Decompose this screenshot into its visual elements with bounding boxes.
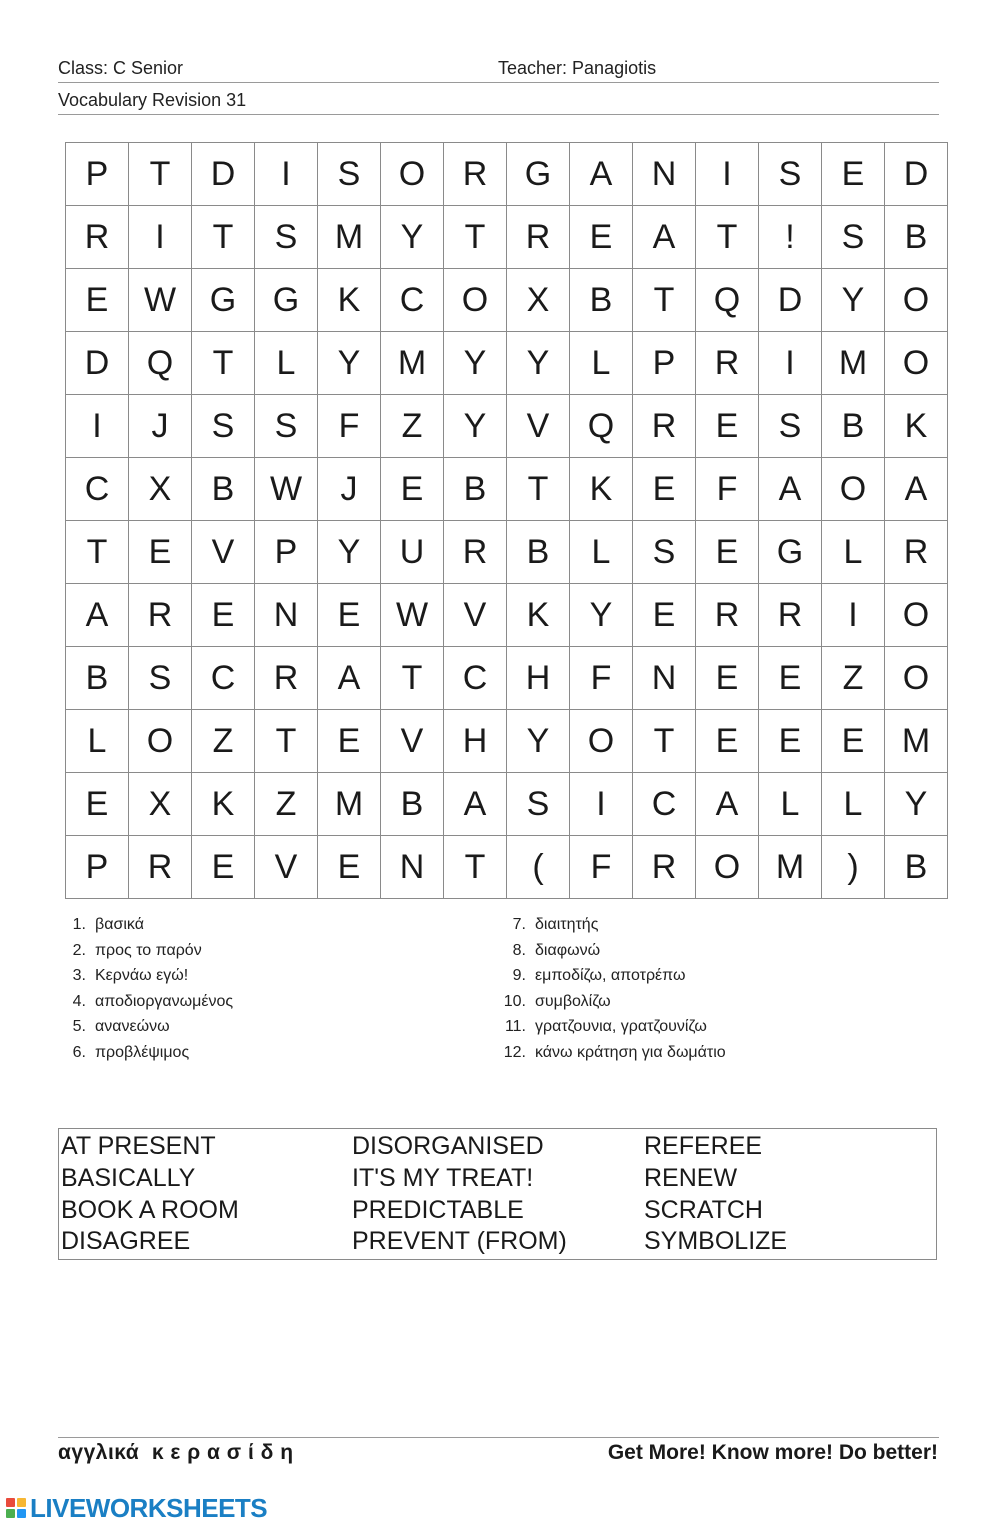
grid-cell[interactable]: A: [696, 773, 759, 836]
grid-cell[interactable]: O: [885, 584, 948, 647]
worksheet-title: Vocabulary Revision 31: [58, 90, 247, 110]
grid-cell[interactable]: M: [318, 773, 381, 836]
grid-cell[interactable]: E: [822, 710, 885, 773]
grid-cell[interactable]: M: [318, 206, 381, 269]
grid-cell[interactable]: O: [885, 332, 948, 395]
word-bank-column-1: [61, 1131, 239, 1258]
grid-cell[interactable]: P: [633, 332, 696, 395]
grid-cell[interactable]: S: [129, 647, 192, 710]
grid-cell[interactable]: E: [381, 458, 444, 521]
header-divider: [58, 82, 939, 83]
grid-cell[interactable]: ): [822, 836, 885, 899]
grid-cell[interactable]: S: [822, 206, 885, 269]
grid-cell[interactable]: C: [444, 647, 507, 710]
word-bank-item: REFEREE: [644, 1132, 763, 1160]
clue-number: 10.: [503, 992, 526, 1010]
grid-cell[interactable]: V: [192, 521, 255, 584]
logo-block: [6, 1498, 15, 1507]
grid-cell[interactable]: Z: [255, 773, 318, 836]
grid-cell[interactable]: E: [318, 836, 381, 899]
grid-cell[interactable]: O: [885, 269, 948, 332]
clue-number: 1.: [72, 916, 86, 933]
grid-cell[interactable]: Y: [570, 584, 633, 647]
grid-cell[interactable]: H: [507, 647, 570, 710]
grid-cell[interactable]: O: [696, 836, 759, 899]
grid-cell[interactable]: X: [507, 269, 570, 332]
grid-cell[interactable]: Q: [570, 395, 633, 458]
clue-text: γρατζουνια, γρατζουνίζω: [535, 1018, 707, 1036]
grid-cell[interactable]: Q: [696, 269, 759, 332]
clue-text: προβλέψιμος: [95, 1043, 190, 1061]
grid-cell[interactable]: E: [318, 710, 381, 773]
grid-row: [66, 521, 948, 584]
grid-cell[interactable]: T: [192, 332, 255, 395]
word-bank-item: PREDICTABLE: [352, 1195, 524, 1224]
grid-cell[interactable]: B: [885, 206, 948, 269]
grid-cell[interactable]: E: [696, 521, 759, 584]
grid-cell[interactable]: R: [759, 584, 822, 647]
grid-cell[interactable]: T: [381, 647, 444, 710]
grid-cell[interactable]: E: [696, 647, 759, 710]
grid-cell[interactable]: R: [255, 647, 318, 710]
grid-cell[interactable]: B: [822, 395, 885, 458]
clue-item: [58, 989, 478, 1015]
grid-cell[interactable]: O: [381, 143, 444, 206]
grid-cell[interactable]: I: [696, 143, 759, 206]
grid-cell[interactable]: (: [507, 836, 570, 899]
word-bank-item: RENEW: [644, 1163, 738, 1192]
liveworksheets-logo[interactable]: [6, 1493, 267, 1523]
grid-row: [66, 395, 948, 458]
grid-cell[interactable]: S: [759, 143, 822, 206]
grid-cell[interactable]: D: [66, 332, 129, 395]
grid-cell[interactable]: K: [192, 773, 255, 836]
grid-cell[interactable]: L: [822, 521, 885, 584]
clue-list-right: [498, 912, 918, 1066]
grid-cell[interactable]: L: [759, 773, 822, 836]
grid-cell[interactable]: D: [759, 269, 822, 332]
grid-cell[interactable]: I: [129, 206, 192, 269]
grid-cell[interactable]: Y: [444, 332, 507, 395]
grid-cell[interactable]: M: [759, 836, 822, 899]
grid-row: [66, 458, 948, 521]
grid-cell[interactable]: B: [381, 773, 444, 836]
clue-item: [498, 938, 918, 964]
logo-block: [6, 1509, 15, 1518]
grid-cell[interactable]: U: [381, 521, 444, 584]
grid-cell[interactable]: E: [759, 647, 822, 710]
grid-cell[interactable]: I: [759, 332, 822, 395]
grid-cell[interactable]: M: [381, 332, 444, 395]
word-bank-item: SYMBOLIZE: [644, 1227, 788, 1256]
grid-cell[interactable]: T: [444, 206, 507, 269]
grid-cell[interactable]: V: [255, 836, 318, 899]
grid-cell[interactable]: T: [507, 458, 570, 521]
title-divider: [58, 114, 939, 115]
grid-cell[interactable]: W: [129, 269, 192, 332]
grid-cell[interactable]: !: [759, 206, 822, 269]
grid-cell[interactable]: A: [570, 143, 633, 206]
clue-number: 7.: [512, 916, 526, 933]
grid-cell[interactable]: J: [318, 458, 381, 521]
clue-text: εμποδίζω, αποτρέπω: [535, 967, 686, 985]
word-bank-item: PREVENT (FROM): [352, 1227, 567, 1256]
grid-cell[interactable]: T: [66, 521, 129, 584]
grid-cell[interactable]: T: [192, 206, 255, 269]
grid-cell[interactable]: R: [129, 584, 192, 647]
clue-number: 3.: [72, 967, 86, 985]
grid-cell[interactable]: E: [318, 584, 381, 647]
grid-cell[interactable]: R: [444, 521, 507, 584]
grid-cell[interactable]: E: [66, 269, 129, 332]
grid-cell[interactable]: Y: [444, 395, 507, 458]
grid-row: [66, 710, 948, 773]
grid-cell[interactable]: R: [444, 143, 507, 206]
clue-item: [58, 1014, 478, 1040]
grid-cell[interactable]: X: [129, 773, 192, 836]
grid-cell[interactable]: M: [885, 710, 948, 773]
word-bank-item: SCRATCH: [644, 1195, 763, 1224]
grid-cell[interactable]: O: [444, 269, 507, 332]
word-bank-item: DISAGREE: [61, 1227, 191, 1256]
grid-cell[interactable]: W: [255, 458, 318, 521]
grid-cell[interactable]: A: [444, 773, 507, 836]
grid-cell[interactable]: L: [66, 710, 129, 773]
grid-cell[interactable]: K: [318, 269, 381, 332]
brand-name: LIVEWORKSHEETS: [30, 1492, 268, 1523]
clue-text: ανανεώνω: [95, 1018, 170, 1036]
grid-row: [66, 584, 948, 647]
grid-cell[interactable]: Y: [507, 332, 570, 395]
grid-cell[interactable]: V: [507, 395, 570, 458]
word-bank-column-3: [644, 1131, 787, 1258]
grid-cell[interactable]: E: [192, 836, 255, 899]
class-label: Class: C Senior: [58, 58, 184, 78]
grid-cell[interactable]: Y: [318, 521, 381, 584]
grid-cell[interactable]: S: [192, 395, 255, 458]
grid-cell[interactable]: S: [255, 395, 318, 458]
grid-cell[interactable]: W: [381, 584, 444, 647]
clue-text: συμβολίζω: [535, 992, 611, 1010]
grid-cell[interactable]: E: [759, 710, 822, 773]
clue-item: [498, 912, 918, 938]
word-bank-item: BASICALLY: [61, 1163, 196, 1192]
grid-cell[interactable]: R: [696, 332, 759, 395]
word-bank-item: IT'S MY TREAT!: [352, 1163, 534, 1192]
footer-author: αγγλικά κ ε ρ α σ ί δ η: [58, 1441, 294, 1464]
grid-cell[interactable]: I: [570, 773, 633, 836]
grid-cell[interactable]: V: [381, 710, 444, 773]
grid-cell[interactable]: L: [255, 332, 318, 395]
word-bank-column-2: [352, 1131, 567, 1258]
grid-cell[interactable]: N: [633, 143, 696, 206]
clue-text: Κερνάω εγώ!: [95, 967, 189, 985]
grid-cell[interactable]: R: [696, 584, 759, 647]
clue-number: 8.: [512, 941, 526, 959]
grid-cell[interactable]: Z: [381, 395, 444, 458]
grid-cell[interactable]: G: [255, 269, 318, 332]
grid-cell[interactable]: C: [633, 773, 696, 836]
grid-cell[interactable]: S: [255, 206, 318, 269]
grid-cell[interactable]: R: [885, 521, 948, 584]
grid-cell[interactable]: P: [255, 521, 318, 584]
grid-cell[interactable]: T: [633, 269, 696, 332]
grid-cell[interactable]: E: [570, 206, 633, 269]
grid-cell[interactable]: A: [759, 458, 822, 521]
clue-list-left: [58, 912, 478, 1066]
clue-text: προς το παρόν: [95, 941, 202, 959]
clue-text: διαιτητής: [535, 916, 599, 933]
grid-cell[interactable]: C: [192, 647, 255, 710]
grid-cell[interactable]: E: [696, 395, 759, 458]
clue-item: [58, 912, 478, 938]
grid-cell[interactable]: Y: [318, 332, 381, 395]
grid-cell[interactable]: G: [759, 521, 822, 584]
grid-row: [66, 269, 948, 332]
clue-text: αποδιοργανωμένος: [95, 992, 234, 1010]
clue-number: 9.: [512, 967, 526, 985]
grid-cell[interactable]: B: [444, 458, 507, 521]
clue-item: [498, 1040, 918, 1066]
grid-cell[interactable]: R: [66, 206, 129, 269]
grid-cell[interactable]: R: [129, 836, 192, 899]
clue-text: κάνω κράτηση για δωμάτιο: [535, 1043, 726, 1061]
grid-cell[interactable]: A: [633, 206, 696, 269]
grid-cell[interactable]: H: [444, 710, 507, 773]
word-bank: [58, 1128, 937, 1260]
clue-number: 12.: [503, 1043, 526, 1061]
grid-cell[interactable]: M: [822, 332, 885, 395]
grid-cell[interactable]: Q: [129, 332, 192, 395]
logo-block: [17, 1498, 26, 1507]
grid-cell[interactable]: R: [633, 395, 696, 458]
grid-cell[interactable]: E: [696, 710, 759, 773]
grid-cell[interactable]: Y: [885, 773, 948, 836]
grid-cell[interactable]: C: [66, 458, 129, 521]
clue-item: [498, 989, 918, 1015]
grid-cell[interactable]: L: [570, 521, 633, 584]
grid-cell[interactable]: R: [633, 836, 696, 899]
grid-cell[interactable]: R: [507, 206, 570, 269]
grid-cell[interactable]: I: [66, 395, 129, 458]
grid-cell[interactable]: B: [885, 836, 948, 899]
clue-number: 5.: [72, 1018, 86, 1036]
grid-row: [66, 332, 948, 395]
clue-item: [58, 938, 478, 964]
grid-row: [66, 773, 948, 836]
clue-item: [498, 963, 918, 989]
word-bank-item: DISORGANISED: [352, 1132, 544, 1160]
grid-cell[interactable]: I: [255, 143, 318, 206]
logo-blocks-icon: [6, 1498, 26, 1518]
word-bank-item: BOOK A ROOM: [61, 1195, 239, 1224]
clue-number: 2.: [72, 941, 86, 959]
word-bank-item: AT PRESENT: [61, 1132, 216, 1160]
grid-cell[interactable]: N: [255, 584, 318, 647]
grid-cell[interactable]: E: [822, 143, 885, 206]
grid-cell[interactable]: E: [633, 584, 696, 647]
grid-cell[interactable]: N: [381, 836, 444, 899]
grid-cell[interactable]: A: [66, 584, 129, 647]
footer-slogan: Get More! Know more! Do better!: [607, 1441, 938, 1464]
grid-cell[interactable]: Z: [192, 710, 255, 773]
clue-text: διαφωνώ: [535, 941, 601, 959]
grid-cell[interactable]: V: [444, 584, 507, 647]
grid-cell[interactable]: E: [192, 584, 255, 647]
grid-row: [66, 836, 948, 899]
grid-cell[interactable]: T: [633, 710, 696, 773]
grid-cell[interactable]: Y: [507, 710, 570, 773]
clue-number: 4.: [72, 992, 86, 1010]
grid-row: [66, 206, 948, 269]
clue-text: βασικά: [95, 916, 144, 933]
grid-cell[interactable]: F: [570, 647, 633, 710]
grid-cell[interactable]: D: [885, 143, 948, 206]
grid-cell[interactable]: I: [822, 584, 885, 647]
grid-row: [66, 647, 948, 710]
grid-cell[interactable]: P: [66, 836, 129, 899]
grid-cell[interactable]: Z: [822, 647, 885, 710]
grid-cell[interactable]: J: [129, 395, 192, 458]
word-search-grid: [65, 142, 948, 899]
grid-cell[interactable]: B: [570, 269, 633, 332]
grid-cell[interactable]: T: [129, 143, 192, 206]
grid-cell[interactable]: O: [570, 710, 633, 773]
grid-cell[interactable]: T: [444, 836, 507, 899]
grid-cell[interactable]: K: [885, 395, 948, 458]
clue-item: [58, 1040, 478, 1066]
grid-cell[interactable]: G: [192, 269, 255, 332]
grid-cell[interactable]: F: [696, 458, 759, 521]
grid-cell[interactable]: S: [759, 395, 822, 458]
grid-cell[interactable]: O: [822, 458, 885, 521]
grid-cell[interactable]: Y: [822, 269, 885, 332]
grid-cell[interactable]: N: [633, 647, 696, 710]
grid-cell[interactable]: P: [66, 143, 129, 206]
grid-row: [66, 143, 948, 206]
grid-cell[interactable]: L: [570, 332, 633, 395]
grid-cell[interactable]: S: [633, 521, 696, 584]
clue-item: [498, 1014, 918, 1040]
grid-cell[interactable]: T: [255, 710, 318, 773]
grid-cell[interactable]: B: [192, 458, 255, 521]
grid-cell[interactable]: E: [66, 773, 129, 836]
grid-cell[interactable]: O: [129, 710, 192, 773]
grid-cell[interactable]: A: [885, 458, 948, 521]
grid-cell[interactable]: F: [318, 395, 381, 458]
clue-number: 11.: [504, 1018, 526, 1036]
grid-cell[interactable]: K: [570, 458, 633, 521]
grid-cell[interactable]: F: [570, 836, 633, 899]
grid-cell[interactable]: L: [822, 773, 885, 836]
grid-cell[interactable]: S: [318, 143, 381, 206]
grid-cell[interactable]: X: [129, 458, 192, 521]
grid-cell[interactable]: O: [885, 647, 948, 710]
grid-cell[interactable]: B: [507, 521, 570, 584]
grid-cell[interactable]: Y: [381, 206, 444, 269]
teacher-label: Teacher: Panagiotis: [498, 58, 657, 78]
grid-cell[interactable]: T: [696, 206, 759, 269]
grid-cell[interactable]: D: [192, 143, 255, 206]
grid-cell[interactable]: K: [507, 584, 570, 647]
grid-cell[interactable]: G: [507, 143, 570, 206]
grid-cell[interactable]: S: [507, 773, 570, 836]
clue-item: [58, 963, 478, 989]
grid-cell[interactable]: C: [381, 269, 444, 332]
clue-number: 6.: [72, 1043, 86, 1061]
grid-cell[interactable]: B: [66, 647, 129, 710]
grid-cell[interactable]: A: [318, 647, 381, 710]
grid-cell[interactable]: E: [129, 521, 192, 584]
footer-divider: [58, 1437, 939, 1438]
logo-block: [17, 1509, 26, 1518]
grid-cell[interactable]: E: [633, 458, 696, 521]
